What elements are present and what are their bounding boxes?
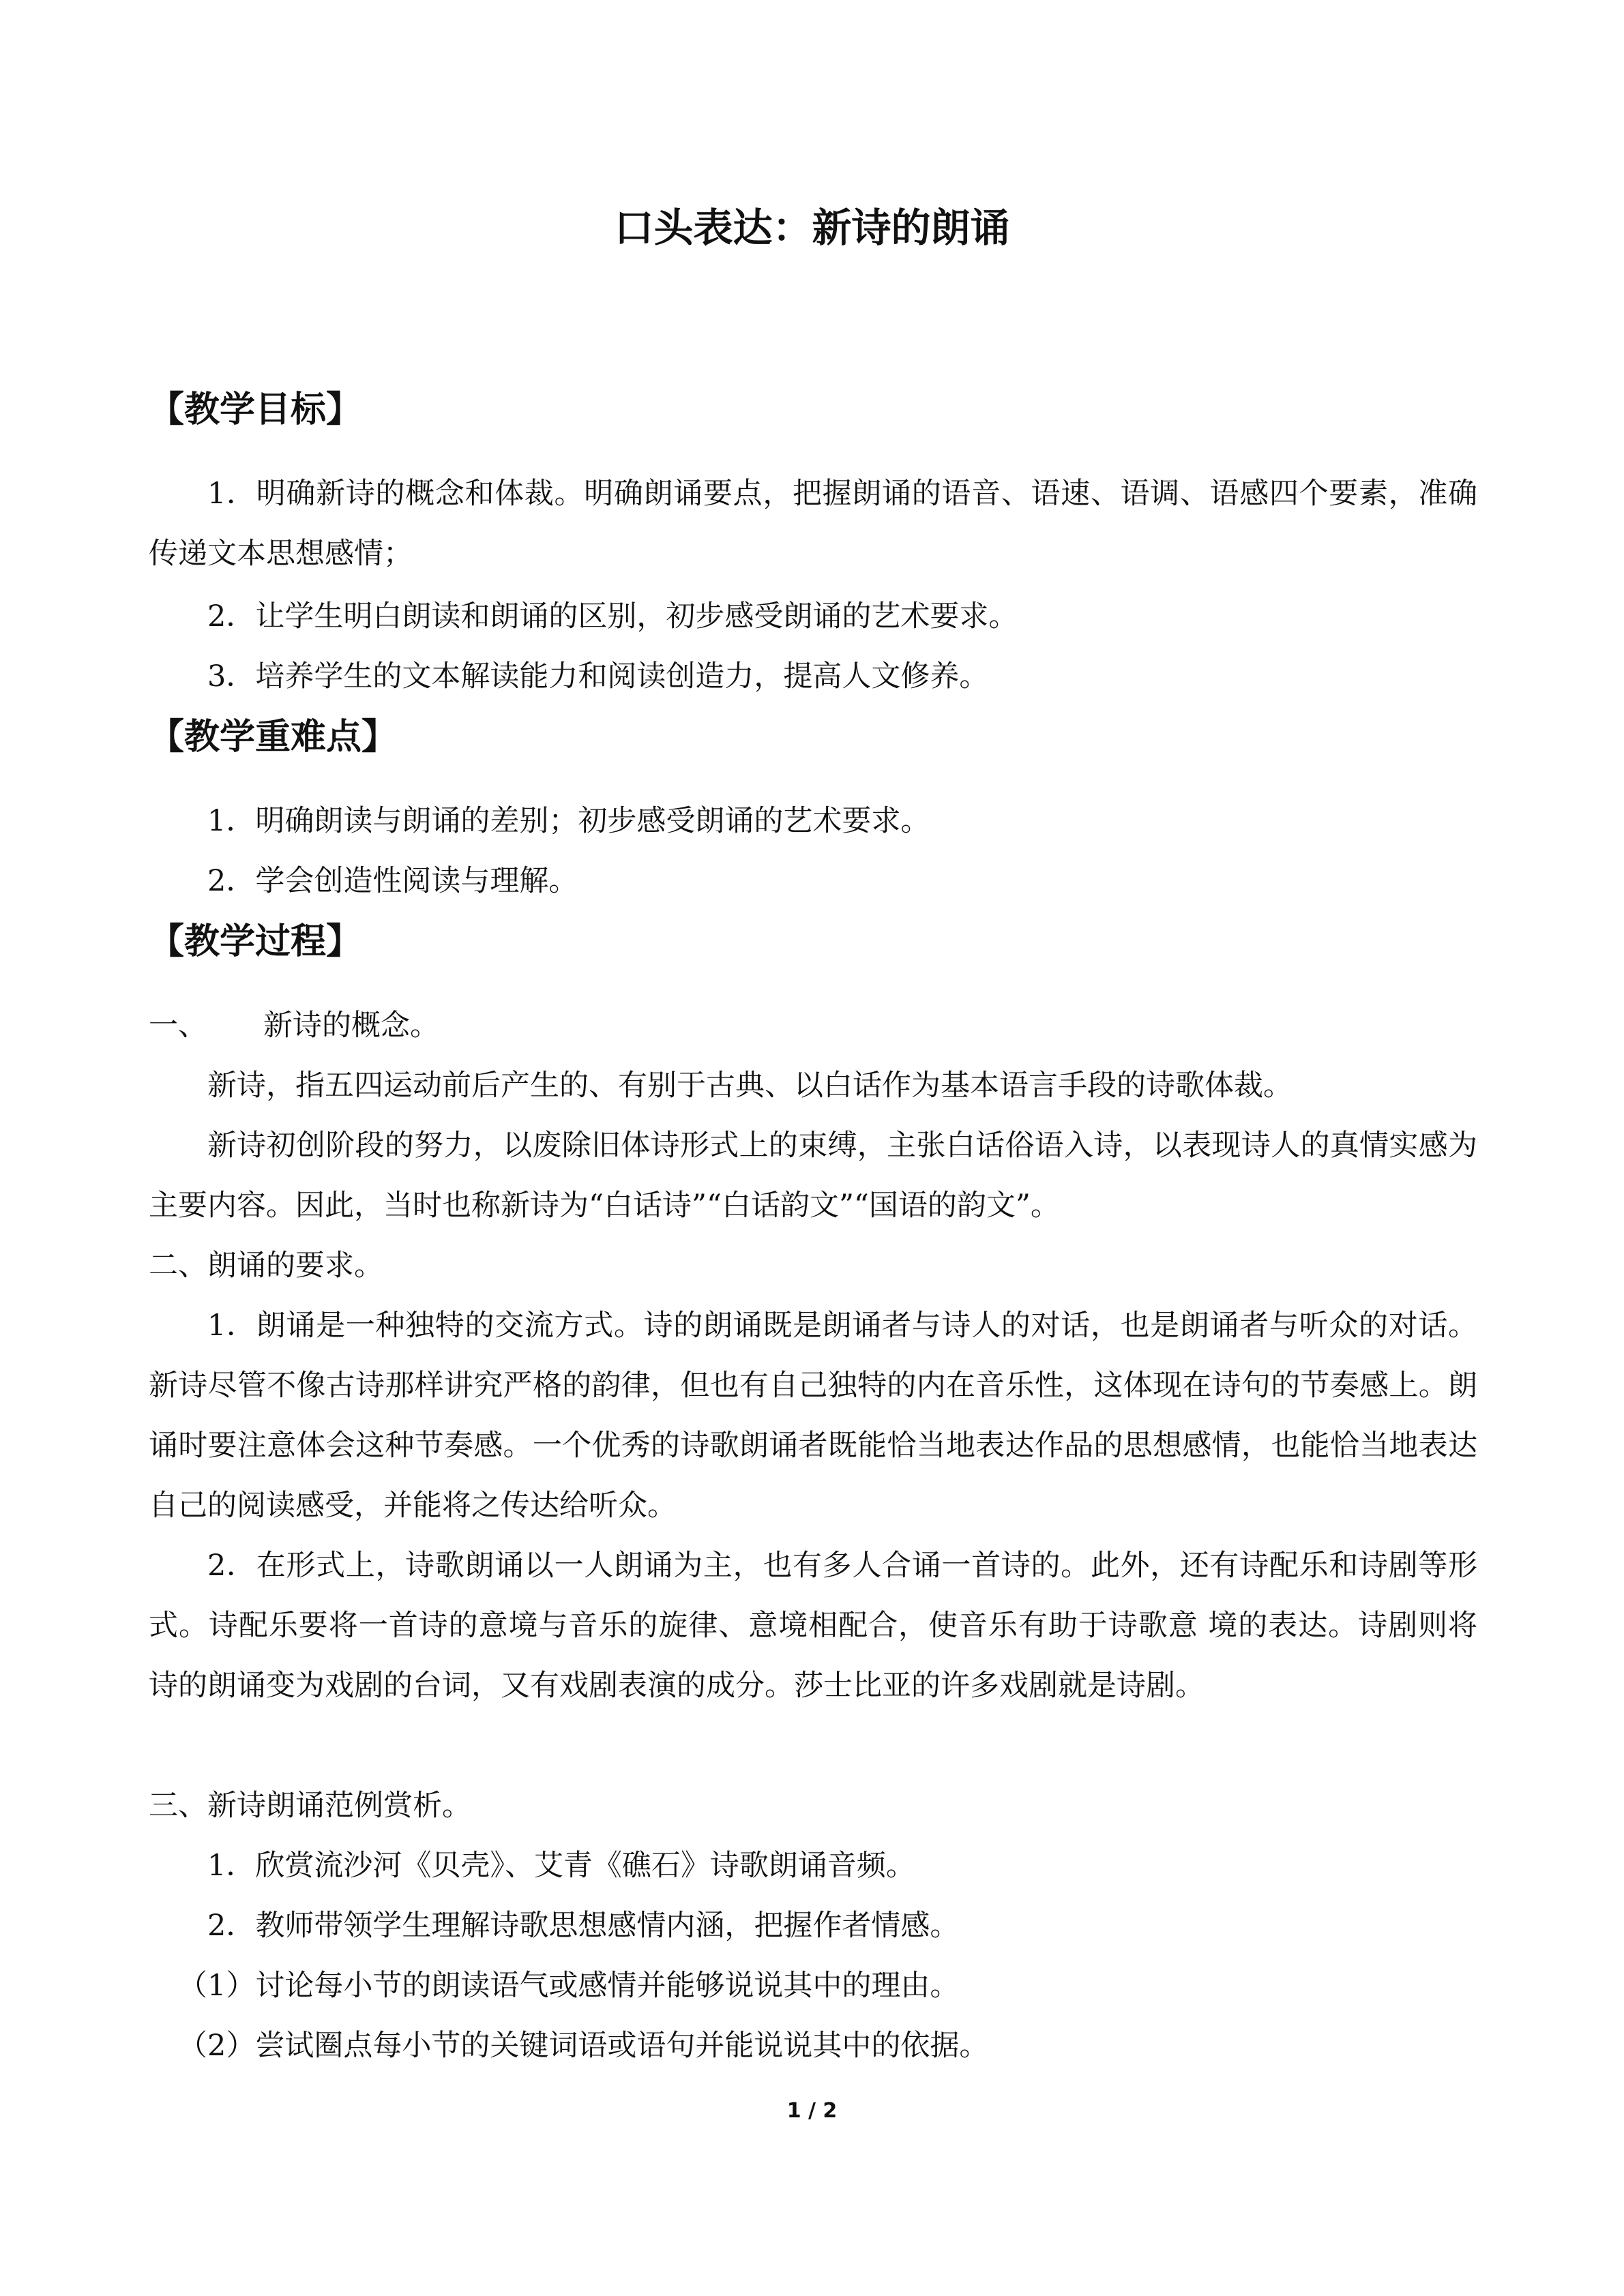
document-title: 口头表达：新诗的朗诵: [614, 205, 1010, 251]
key-point-item-1: 1．明确朗读与朗诵的差别；初步感受朗诵的艺术要求。: [207, 804, 930, 838]
process-part1-number: 一、: [149, 1009, 207, 1043]
process-part2-paragraph-1: 1．朗诵是一种独特的交流方式。诗的朗诵既是朗诵者与诗人的对话，也是朗诵者与听众的对话。新诗尽管不像古诗那样讲究严格的韵律，但也有自己独特的内在音乐性，这体现在诗句的节奏感上。朗诵时要注意体会这种节奏感。一个优秀的诗歌朗诵者既能恰当地表达作品的思想感情，也能恰当地表达自己的阅读感受，并能将之传达给听众。: [149, 1309, 1477, 1523]
process-part1-paragraph-2: 新诗初创阶段的努力，以废除旧体诗形式上的束缚，主张白话俗语入诗，以表现诗人的真情实感为主要内容。因此，当时也称新诗为“白话诗”“白话韵文”“国语的韵文”。: [149, 1129, 1477, 1223]
process-part1-paragraph-1: 新诗，指五四运动前后产生的、有别于古典、以白话作为基本语言手段的诗歌体裁。: [207, 1069, 1293, 1103]
process-part2-paragraph-2: 2．在形式上，诗歌朗诵以一人朗诵为主，也有多人合诵一首诗的。此外，还有诗配乐和诗剧等形式。诗配乐要将一首诗的意境与音乐的旋律、意境相配合，使音乐有助于诗歌意 境的表达。诗剧则将诗的朗诵变为戏剧的台词，又有戏剧表演的成分。莎士比亚的许多戏剧就是诗剧。: [149, 1549, 1477, 1703]
process-part3-title: 三、新诗朗诵范例赏析。: [149, 1789, 471, 1823]
section-heading-goals: 【教学目标】: [149, 389, 362, 430]
process-part1-text: 新诗的概念。: [263, 1009, 439, 1043]
goal-item-1: 1．明确新诗的概念和体裁。明确朗诵要点，把握朗诵的语音、语速、语调、语感四个要素，准确传递文本思想感情；: [149, 477, 1477, 571]
process-part3-item-2: 2．教师带领学生理解诗歌思想感情内涵，把握作者情感。: [207, 1909, 960, 1943]
goal-item-2: 2．让学生明白朗读和朗诵的区别，初步感受朗诵的艺术要求。: [207, 599, 1018, 633]
key-point-item-2: 2．学会创造性阅读与理解。: [207, 864, 578, 898]
process-part3-item-1: 1．欣赏流沙河《贝壳》、艾青《礁石》诗歌朗诵音频。: [207, 1849, 915, 1883]
page-number: 1 / 2: [786, 2099, 838, 2123]
process-part3-item-4: （2）尝试圈点每小节的关键词语或语句并能说说其中的依据。: [178, 2029, 989, 2063]
goal-item-3: 3．培养学生的文本解读能力和阅读创造力，提高人文修养。: [207, 659, 989, 694]
section-heading-key-points: 【教学重难点】: [149, 717, 398, 758]
process-part1-title: [149, 996, 439, 1056]
process-part3-item-3: （1）讨论每小节的朗读语气或感情并能够说说其中的理由。: [178, 1969, 960, 2003]
section-heading-process: 【教学过程】: [149, 921, 362, 962]
process-part2-title: 二、朗诵的要求。: [149, 1249, 383, 1283]
